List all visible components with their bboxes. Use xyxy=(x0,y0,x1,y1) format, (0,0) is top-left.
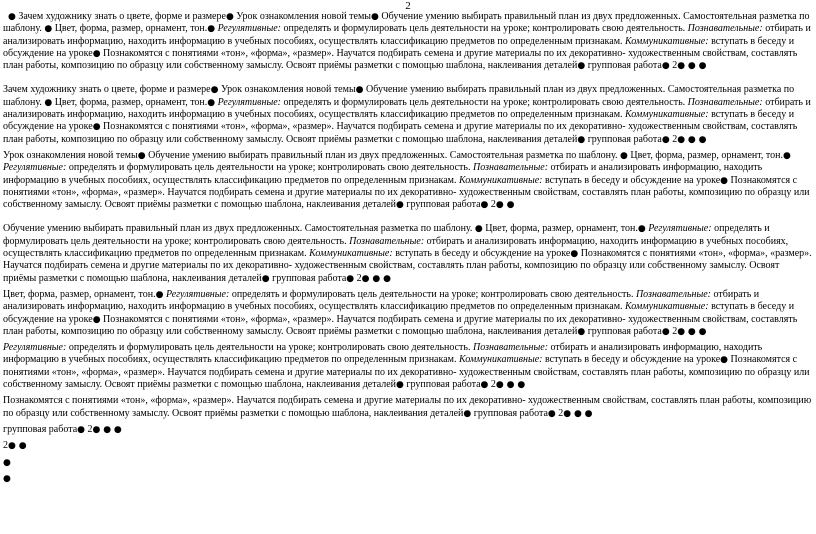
text-run: Познакомятся с понятиями «тон», «форма», «размер». Научатся подбирать семена и другие материалы по их декоративно- художественным свойствам, составлять план работы, композицию по образцу или собственному замыслу. Освоят приёмы разметки с помощью шаблона, наклеивания деталей xyxy=(3,174,810,211)
category-label: Познавательные: xyxy=(349,235,425,247)
bullet-icon: ● ● ● xyxy=(677,326,707,337)
category-label: Коммуникативные: xyxy=(309,248,393,260)
bullet-icon: ● xyxy=(396,380,404,391)
text-run: Цвет, форма, размер, орнамент, тон. xyxy=(482,223,638,235)
bullet-icon: ● xyxy=(207,24,216,35)
text-run: Зачем художнику знать о цвете, форме и размере xyxy=(3,84,211,96)
bullet-icon: ● xyxy=(261,273,270,284)
bullet-icon: ● xyxy=(474,224,483,235)
bullet-icon: ● xyxy=(44,97,53,108)
bullet-icon: ● xyxy=(463,408,472,419)
bullet-icon: ● xyxy=(8,12,16,22)
text-run: 2 xyxy=(669,133,678,145)
text-run: Цвет, форма, размер, орнамент, тон. xyxy=(627,149,783,161)
text-run: 2 xyxy=(85,423,93,435)
text-run: 2 xyxy=(555,407,564,419)
text-run: 2 xyxy=(669,325,678,337)
bullet-icon: ● xyxy=(570,249,579,260)
text-run: Обучение умению выбирать правильный план из двух предложенных. Самостоятельная разметка по шаблону. xyxy=(3,11,810,35)
paragraph-5 xyxy=(3,289,813,338)
category-label: Коммуникативные: xyxy=(625,35,709,47)
category-label: Коммуникативные: xyxy=(625,109,709,121)
text-run: групповая работа xyxy=(3,423,78,435)
category-label: Регулятивные: xyxy=(217,23,281,35)
bullet-icon: ● ● xyxy=(8,441,27,452)
text-run: Обучение умению выбирать правильный план из двух предложенных. Самостоятельная разметка по шаблону. xyxy=(145,149,621,161)
text-run: групповая работа xyxy=(585,60,662,72)
bullet-icon: ● ● xyxy=(495,200,515,211)
bullet-icon: ● xyxy=(547,408,556,419)
bullet-icon: ● xyxy=(137,150,146,161)
bullet-icon: ● xyxy=(637,224,646,235)
text-run: Познакомятся с понятиями «тон», «форма», «размер». Научатся подбирать семена и другие материалы по их декоративно- художественным свойствам, составлять план работы, композицию по образцу или собственному замыслу. Освоят приёмы разметки с помощью шаблона, наклеивания деталей xyxy=(3,47,798,72)
text-run: вступать в беседу и обсуждение на уроке xyxy=(392,248,571,260)
text-run: 2 xyxy=(488,379,496,391)
text-run: Обучение умению выбирать правильный план из двух предложенных. Самостоятельная разметка по шаблону. xyxy=(3,223,475,235)
bullet-icon: ● xyxy=(661,134,670,145)
text-run: 2 xyxy=(488,199,496,211)
paragraph-4 xyxy=(3,223,813,284)
text-run: отбирать и анализировать информацию, находить информацию в учебных пособиях, осуществлять классификацию предметов по определенным признакам. xyxy=(3,235,789,260)
text-run: вступать в беседу и обсуждение на уроке xyxy=(3,35,795,59)
bullet-icon: ● xyxy=(661,61,670,72)
text-run: отбирать и анализировать информацию, находить информацию в учебных пособиях, осуществлять классификацию предметов по определенным признакам. xyxy=(3,162,763,186)
text-run: Познакомятся с понятиями «тон», «форма», «размер». Научатся подбирать семена и другие материалы по их декоративно- художественным свойствам, составлять план работы, композицию по образцу или собственному замыслу. Освоят приёмы разметки с помощью шаблона, наклеивания деталей xyxy=(3,121,798,145)
text-run: вступать в беседу и обсуждение на уроке xyxy=(3,109,795,133)
bullet-icon: ● xyxy=(3,457,11,468)
paragraph-7 xyxy=(3,395,813,420)
category-label: Регулятивные: xyxy=(165,288,230,300)
bullet-icon: ● xyxy=(720,355,729,366)
text-run: определять и формулировать цель деятельности на уроке; контролировать свою деятельность. xyxy=(281,96,688,108)
category-label: Познавательные: xyxy=(472,162,549,174)
bullet-icon: ● ● ● xyxy=(563,408,593,419)
category-label: Регулятивные: xyxy=(217,96,281,108)
bullet-icon: ● xyxy=(92,48,101,59)
text-run: определять и формулировать цель деятельности на уроке; контролировать свою деятельность. xyxy=(229,288,636,300)
category-label: Коммуникативные: xyxy=(625,301,709,313)
bullet-icon: ● xyxy=(577,61,586,72)
category-label: Познавательные: xyxy=(687,96,763,108)
text-run: определять и формулировать цель деятельности на уроке; контролировать свою деятельность. xyxy=(281,23,688,35)
paragraph-2 xyxy=(3,84,813,145)
bullet-icon: ● xyxy=(661,326,670,337)
text-run: 2 xyxy=(669,60,678,72)
bullet-icon: ● xyxy=(44,24,53,35)
bullet-icon: ● xyxy=(396,200,404,211)
text-run: групповая работа xyxy=(585,325,662,337)
bullet-icon: ● ● ● xyxy=(361,273,391,284)
text-run: 2 xyxy=(354,272,362,284)
paragraph-10 xyxy=(3,457,813,469)
bullet-icon: ● xyxy=(210,85,219,96)
text-run: Урок ознакомления новой темы xyxy=(233,11,372,22)
bullet-icon: ● xyxy=(207,97,216,108)
text-run: групповая работа xyxy=(585,133,662,145)
text-run: отбирать и анализировать информацию, находить информацию в учебных пособиях, осуществлять классификацию предметов по определенным признакам. xyxy=(3,96,811,121)
text-run: Познакомятся с понятиями «тон», «форма», «размер». Научатся подбирать семена и другие материалы по их декоративно- художественным свойствам, составлять план работы, композицию по образцу или собственному замыслу. Освоят приёмы разметки с помощью шаблона, наклеивания деталей xyxy=(3,395,812,419)
bullet-icon: ● ● ● xyxy=(677,134,707,145)
bullet-icon: ● xyxy=(92,314,101,325)
bullet-icon: ● xyxy=(620,150,628,161)
text-run: определять и формулировать цель деятельности на уроке; контролировать свою деятельность. xyxy=(66,162,473,174)
paragraph-6 xyxy=(3,342,813,391)
category-label: Регулятивные: xyxy=(3,162,67,174)
bullet-icon: ● xyxy=(720,175,729,186)
text-run: отбирать и анализировать информацию, находить информацию в учебных пособиях, осуществлять классификацию предметов по определенным признакам. xyxy=(3,288,760,313)
text-run: определять и формулировать цель деятельности на уроке; контролировать свою деятельность. xyxy=(3,223,770,247)
category-label: Коммуникативные: xyxy=(458,174,543,186)
bullet-icon: ● xyxy=(371,12,379,22)
text-run: определять и формулировать цель деятельности на уроке; контролировать свою деятельность. xyxy=(66,342,473,354)
text-run: вступать в беседу и обсуждение на уроке xyxy=(3,301,795,325)
text-run: групповая работа xyxy=(471,407,548,419)
bullet-icon: ● xyxy=(577,134,586,145)
text-run: групповая работа xyxy=(269,272,347,284)
paragraph-8 xyxy=(3,424,813,436)
document-body xyxy=(3,11,813,485)
bullet-icon: ● xyxy=(3,473,11,484)
category-label: Познавательные: xyxy=(687,23,763,35)
bullet-icon: ● xyxy=(782,150,791,161)
paragraph-3 xyxy=(3,150,813,211)
text-run: Цвет, форма, размер, орнамент, тон. xyxy=(52,23,208,35)
bullet-icon: ● xyxy=(92,122,101,133)
bullet-icon: ● xyxy=(480,200,489,211)
bullet-icon: ● xyxy=(355,85,364,96)
text-run: Познакомятся с понятиями «тон», «форма», «размер». Научатся подбирать семена и другие материалы по их декоративно- художественным свойствам, составлять план работы, композицию по образцу или собственному замыслу. Освоят приёмы разметки с помощью шаблона, наклеивания деталей xyxy=(3,354,810,391)
category-label: Познавательные: xyxy=(635,288,712,300)
category-label: Регулятивные: xyxy=(3,342,67,354)
bullet-icon: ● xyxy=(155,289,164,300)
category-label: Познавательные: xyxy=(472,342,549,354)
text-run: Обучение умению выбирать правильный план из двух предложенных. Самостоятельная разметка по шаблону. xyxy=(3,84,795,108)
bullet-icon: ● xyxy=(577,326,586,337)
text-run: Познакомятся с понятиями «тон», «форма», «размер». Научатся подбирать семена и другие материалы по их декоративно- художественным свойствам, составлять план работы, композицию по образцу или собственному замыслу. Освоят приёмы разметки с помощью шаблона, наклеивания деталей xyxy=(3,248,812,284)
text-run: вступать в беседу и обсуждение на уроке xyxy=(542,174,721,186)
bullet-icon: ● ● ● xyxy=(495,380,526,391)
text-run: отбирать и анализировать информацию, находить информацию в учебных пособиях, осуществлять классификацию предметов по определенным признакам. xyxy=(3,23,811,47)
paragraph-spacer xyxy=(3,211,813,223)
text-run: Урок ознакомления новой темы xyxy=(3,149,138,161)
category-label: Коммуникативные: xyxy=(458,354,543,366)
bullet-icon: ● xyxy=(346,273,355,284)
paragraph-1 xyxy=(3,11,813,72)
bullet-icon: ● ● ● xyxy=(677,61,707,72)
category-label: Регулятивные: xyxy=(648,223,712,235)
bullet-icon: ● ● ● xyxy=(92,424,122,435)
bullet-icon: ● xyxy=(77,424,85,435)
text-run: Познакомятся с понятиями «тон», «форма», «размер». Научатся подбирать семена и другие материалы по их декоративно- художественным свойствам, составлять план работы, композицию по образцу или собственному замыслу. Освоят приёмы разметки с помощью шаблона, наклеивания деталей xyxy=(3,313,798,337)
text-run: 2 xyxy=(3,440,8,452)
text-run: Цвет, форма, размер, орнамент, тон. xyxy=(3,288,156,300)
text-run: групповая работа xyxy=(403,199,481,211)
paragraph-9 xyxy=(3,440,813,452)
text-run: Зачем художнику знать о цвете, форме и размере xyxy=(15,11,226,22)
text-run: Цвет, форма, размер, орнамент, тон. xyxy=(52,96,208,108)
bullet-icon: ● xyxy=(480,380,489,391)
bullet-icon: ● xyxy=(225,12,234,22)
text-run: вступать в беседу и обсуждение на уроке xyxy=(542,354,721,366)
text-run: групповая работа xyxy=(403,379,481,391)
text-run: Урок ознакомления новой темы xyxy=(218,84,356,96)
text-run: отбирать и анализировать информацию, находить информацию в учебных пособиях, осуществлять классификацию предметов по определенным признакам. xyxy=(3,342,763,366)
page-number: 2 xyxy=(405,0,411,12)
paragraph-spacer xyxy=(3,72,813,84)
paragraph-11 xyxy=(3,473,813,485)
